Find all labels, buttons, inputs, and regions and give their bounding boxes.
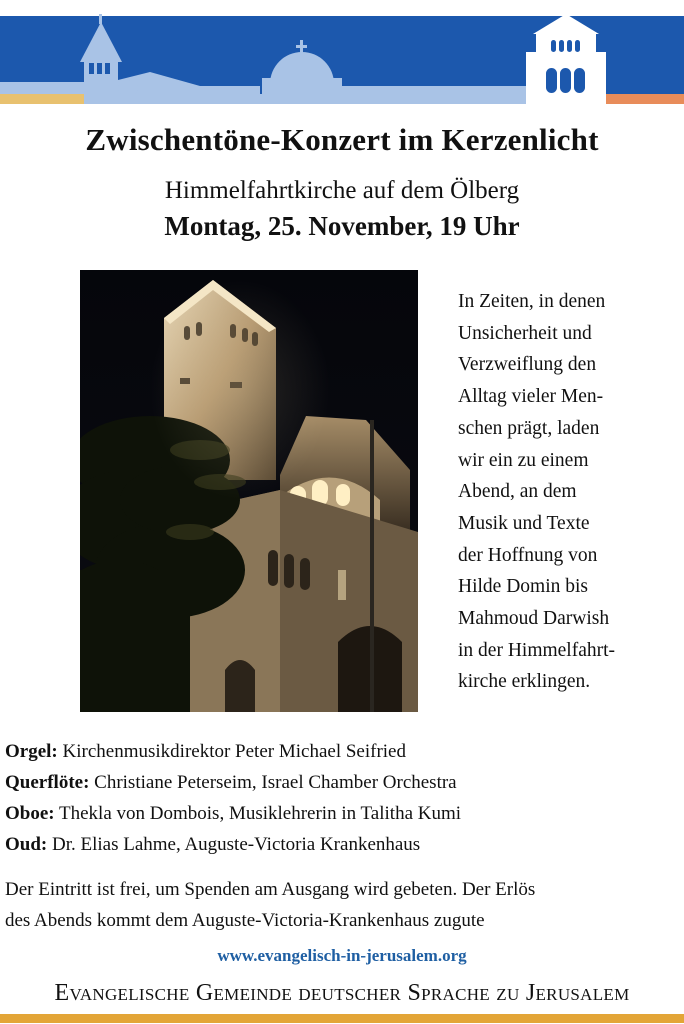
performer-name: Thekla von Dombois, Musiklehrerin in Talitha Kumi [54, 803, 462, 824]
intro-line: der Hoffnung von [458, 544, 598, 566]
church-night-photo [80, 270, 418, 712]
intro-line: Abend, an dem [458, 481, 577, 503]
performer-list [5, 736, 461, 860]
performer-item [5, 798, 461, 829]
performer-instrument: Oud: [5, 834, 48, 855]
performer-instrument: Oboe: [5, 803, 55, 824]
intro-line: Verzweiflung den [458, 354, 597, 376]
intro-line: schen prägt, laden [458, 417, 600, 439]
venue-subtitle: Himmelfahrtkirche auf dem Ölberg [164, 177, 520, 204]
intro-line: In Zeiten, in denen [458, 291, 606, 312]
intro-line: Musik und Texte [458, 512, 590, 534]
intro-line: Hilde Domin bis [458, 576, 588, 598]
admission-note [5, 874, 681, 936]
note-line: Der Eintritt ist frei, um Spenden am Ausgang wird gebeten. Der Erlös [5, 879, 536, 900]
page-title: Zwischentöne-Konzert im Kerzenlicht [85, 122, 599, 157]
performer-item [5, 767, 461, 798]
intro-line: Unsicherheit und [458, 322, 592, 344]
header-banner [0, 0, 684, 110]
website-link[interactable]: www.evangelisch-in-jerusalem.org [217, 946, 467, 965]
intro-line: kirche erklingen. [458, 671, 591, 693]
performer-name: Dr. Elias Lahme, Auguste-Victoria Krankenhaus [47, 834, 421, 855]
intro-line: Alltag vieler Men- [458, 386, 604, 408]
performer-name: Kirchenmusikdirektor Peter Michael Seifried [57, 741, 406, 762]
performer-instrument: Orgel: [5, 741, 58, 762]
note-line: des Abends kommt dem Auguste-Victoria-Krankenhaus zugute [5, 910, 485, 931]
intro-text [458, 286, 663, 698]
performer-item [5, 736, 461, 767]
event-date: Montag, 25. November, 19 Uhr [164, 211, 520, 241]
intro-line: in der Himmelfahrt- [458, 639, 616, 661]
footer-rule [0, 1014, 684, 1023]
intro-line: Mahmoud Darwish [458, 608, 610, 630]
performer-instrument: Querflöte: [5, 772, 90, 793]
performer-name: Christiane Peterseim, Israel Chamber Orchestra [89, 772, 457, 793]
performer-item [5, 829, 461, 860]
intro-line: wir ein zu einem [458, 449, 589, 471]
footer-organization: Evangelische Gemeinde deutscher Sprache zu Jerusalem [54, 980, 630, 1006]
